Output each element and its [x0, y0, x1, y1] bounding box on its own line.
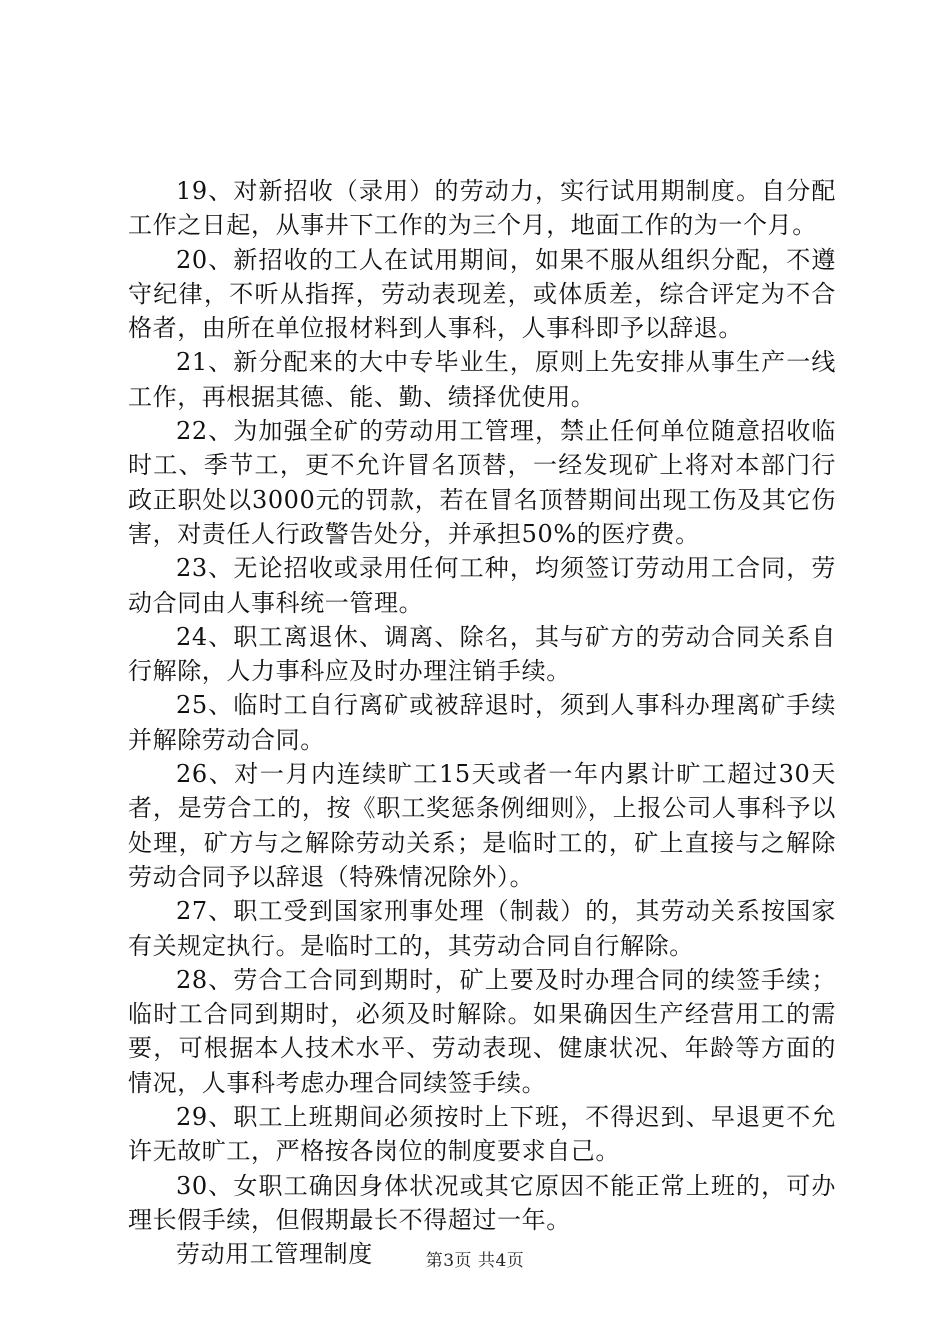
- paragraph-27: 27、职工受到国家刑事处理（制裁）的，其劳动关系按国家有关规定执行。是临时工的，其劳动合同自行解除。: [128, 897, 836, 960]
- paragraph-29: 29、职工上班期间必须按时上下班，不得迟到、早退更不允许无故旷工，严格按各岗位的制度要求自己。: [128, 1103, 836, 1166]
- paragraph-26: 26、对一月内连续旷工15天或者一年内累计旷工超过30天者，是劳合工的，按《职工奖惩条例细则》，上报公司人事科予以处理，矿方与之解除劳动关系；是临时工的，矿上直接与之解除劳动合同予以辞退（特殊情况除外）。: [128, 760, 836, 891]
- closing-title: 劳动用工管理制度: [176, 1240, 373, 1269]
- paragraph-23: 23、无论招收或录用任何工种，均须签订劳动用工合同，劳动合同由人事科统一管理。: [128, 554, 836, 617]
- paragraph-28: 28、劳合工合同到期时，矿上要及时办理合同的续签手续；临时工合同到期时，必须及时解除。如果确因生产经营用工的需要，可根据本人技术水平、劳动表现、健康状况、年龄等方面的情况，人事科考虑办理合同续签手续。: [128, 965, 836, 1097]
- paragraph-22: 22、为加强全矿的劳动用工管理，禁止任何单位随意招收临时工、季节工，更不允许冒名顶替，一经发现矿上将对本部门行政正职处以3000元的罚款，若在冒名顶替期间出现工伤及其它伤害，对责任人行政警告处分，并承担50%的医疗费。: [128, 417, 836, 548]
- paragraph-20: 20、新招收的工人在试用期间，如果不服从组织分配，不遵守纪律，不听从指挥，劳动表现差，或体质差，综合评定为不合格者，由所在单位报材料到人事科，人事科即予以辞退。: [128, 245, 836, 343]
- page-footer: 第3页 共4页: [425, 1251, 525, 1271]
- paragraph-21: 21、新分配来的大中专毕业生，原则上先安排从事生产一线工作，再根据其德、能、勤、绩择优使用。: [128, 348, 836, 411]
- paragraph-30: 30、女职工确因身体状况或其它原因不能正常上班的，可办理长假手续，但假期最长不得超过一年。: [128, 1171, 836, 1234]
- paragraph-24: 24、职工离退休、调离、除名，其与矿方的劳动合同关系自行解除，人力事科应及时办理注销手续。: [128, 622, 836, 686]
- paragraph-19: 19、对新招收（录用）的劳动力，实行试用期制度。自分配工作之日起，从事井下工作的为三个月，地面工作的为一个月。: [128, 177, 836, 240]
- document-body: [128, 174, 836, 1272]
- paragraph-25: 25、临时工自行离矿或被辞退时，须到人事科办理离矿手续并解除劳动合同。: [128, 691, 836, 754]
